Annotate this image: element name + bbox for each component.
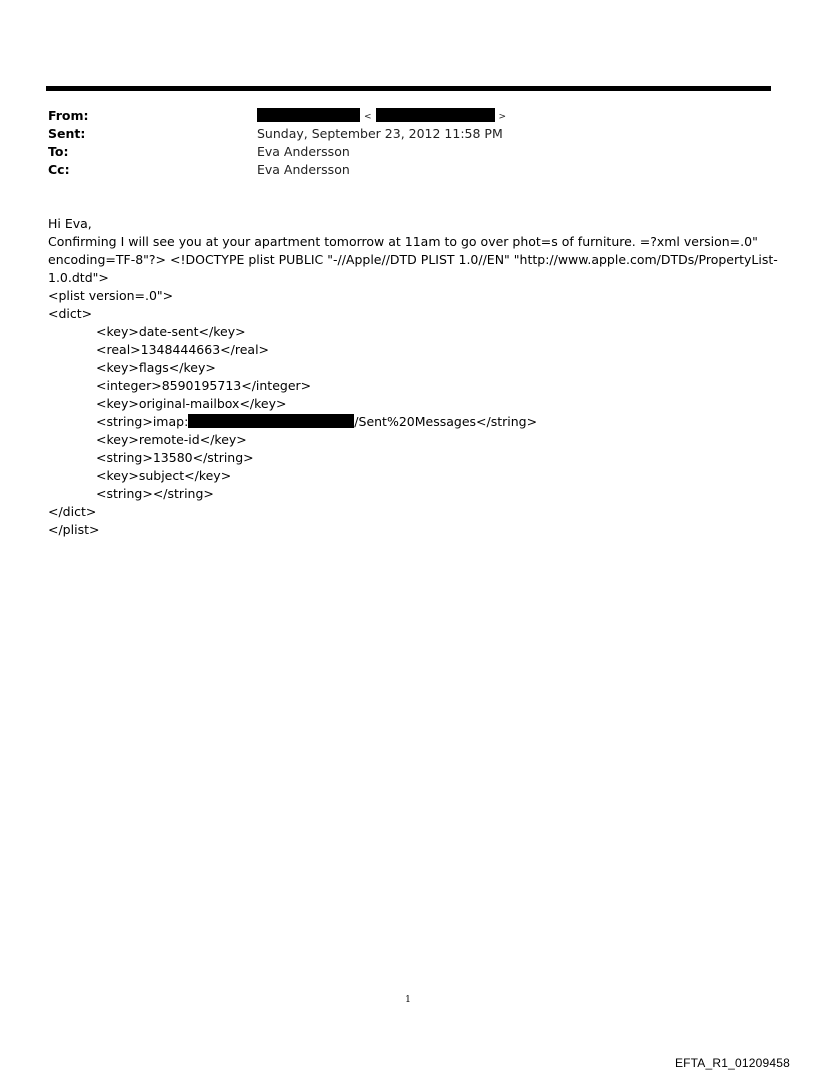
to-row <box>48 143 768 161</box>
cc-label: Cc: <box>48 162 70 177</box>
redaction-block <box>376 108 495 122</box>
dict-line: <string></string> <box>96 486 214 501</box>
dict-line: <key>remote-id</key> <box>96 432 247 447</box>
email-header <box>48 107 768 179</box>
to-value: Eva Andersson <box>257 144 350 159</box>
cc-value: Eva Andersson <box>257 162 350 177</box>
dict-line: <string>13580</string> <box>96 450 254 465</box>
sent-label: Sent: <box>48 126 86 141</box>
sent-row <box>48 125 768 143</box>
imap-suffix: /Sent%20Messages</string> <box>354 414 538 429</box>
dict-line: <integer>8590195713</integer> <box>96 378 312 393</box>
dict-line: <key>subject</key> <box>96 468 232 483</box>
cc-row <box>48 161 768 179</box>
document-id: EFTA_R1_01209458 <box>674 1056 790 1070</box>
body-line: <plist version=.0"> <box>48 288 174 303</box>
from-lt: < <box>363 112 372 122</box>
imap-line <box>48 413 768 431</box>
sent-value: Sunday, September 23, 2012 11:58 PM <box>257 126 503 141</box>
dict-line: <key>flags</key> <box>96 360 216 375</box>
from-gt: > <box>498 112 507 122</box>
redaction-block <box>188 414 354 428</box>
dict-line: <real>1348444663</real> <box>96 342 270 357</box>
closing-line: </dict> <box>48 504 97 519</box>
body-line: Confirming I will see you at your apartment tomorrow at 11am to go over phot=s of furniture. =?xml version=.0" <box>48 234 758 249</box>
body-line: encoding=TF-8"?> <!DOCTYPE plist PUBLIC "-//Apple//DTD PLIST 1.0//EN" "http://www.apple.com/DTDs/PropertyList- <box>48 252 778 267</box>
dict-line: <key>original-mailbox</key> <box>96 396 287 411</box>
from-row <box>48 107 768 125</box>
email-body <box>48 215 778 539</box>
from-value <box>257 107 506 126</box>
redaction-block <box>257 108 360 122</box>
body-line: 1.0.dtd"> <box>48 270 109 285</box>
imap-prefix: <string>imap: <box>96 414 189 429</box>
from-label: From: <box>48 108 89 123</box>
closing-line: </plist> <box>48 522 100 537</box>
to-label: To: <box>48 144 69 159</box>
header-rule <box>46 86 771 91</box>
body-line: <dict> <box>48 306 93 321</box>
page-number: 1 <box>405 995 411 1005</box>
body-line: Hi Eva, <box>48 216 92 231</box>
dict-line: <key>date-sent</key> <box>96 324 246 339</box>
